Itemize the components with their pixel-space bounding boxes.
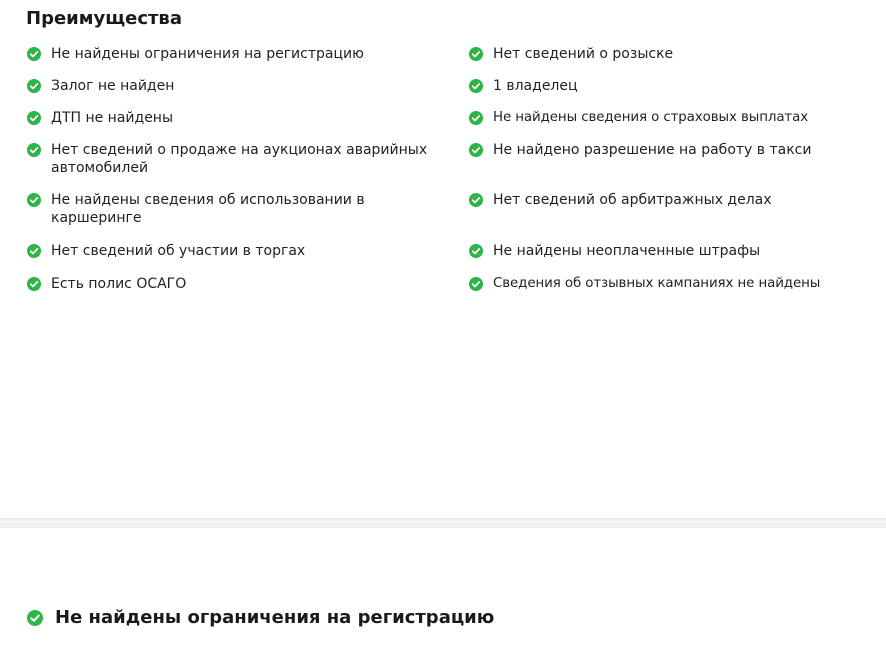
check-circle-icon [27,79,41,93]
check-circle-icon [27,143,41,157]
advantage-item [27,77,462,109]
advantage-label: Не найдено разрешение на работу в такси [493,142,812,158]
advantage-item [27,45,462,77]
advantage-item [469,242,884,275]
advantage-item [27,191,462,242]
advantage-item [469,141,884,191]
advantage-label: Не найдены ограничения на регистрацию [51,46,364,62]
check-circle-icon [469,193,483,207]
advantages-title: Преимущества [26,8,182,29]
check-circle-icon [27,47,41,61]
check-circle-icon [469,244,483,258]
check-circle-icon [469,111,483,125]
advantage-item [27,109,462,141]
advantage-label: Не найдены неоплаченные штрафы [493,243,761,259]
advantage-label: Есть полис ОСАГО [51,276,187,292]
check-circle-icon [27,111,41,125]
advantage-label: Залог не найден [51,78,175,94]
check-circle-icon [469,277,483,291]
check-circle-icon [27,193,41,207]
advantage-label: Не найдены сведения о страховых выплатах [493,110,809,125]
check-circle-icon [469,79,483,93]
check-circle-icon [469,47,483,61]
advantage-item [469,191,884,242]
advantage-item [469,77,884,109]
advantage-label: ДТП не найдены [51,110,174,126]
advantage-item [469,275,884,307]
check-circle-icon [27,244,41,258]
check-circle-icon [27,610,43,626]
advantage-item [27,141,462,191]
section-divider [0,518,886,528]
advantage-label: Не найдены сведения об использовании в каршеринге [51,192,365,226]
advantage-label: Сведения об отзывных кампаниях не найдены [493,276,821,291]
advantages-left-list [27,45,462,307]
advantage-label: Нет сведений об арбитражных делах [493,192,772,208]
advantage-label: Нет сведений об участии в торгах [51,243,306,259]
detail-title-label: Не найдены ограничения на регистрацию [55,607,495,628]
check-circle-icon [27,277,41,291]
advantage-label: Нет сведений о продаже на аукционах аварийных автомобилей [51,142,428,176]
advantage-item [469,109,884,141]
advantage-label: Нет сведений о розыске [493,46,674,62]
advantage-label: 1 владелец [493,78,578,94]
detail-heading [27,605,494,631]
advantages-right-list [469,45,884,307]
advantage-item [469,45,884,77]
advantage-item [27,242,462,275]
check-circle-icon [469,143,483,157]
advantage-item [27,275,462,307]
